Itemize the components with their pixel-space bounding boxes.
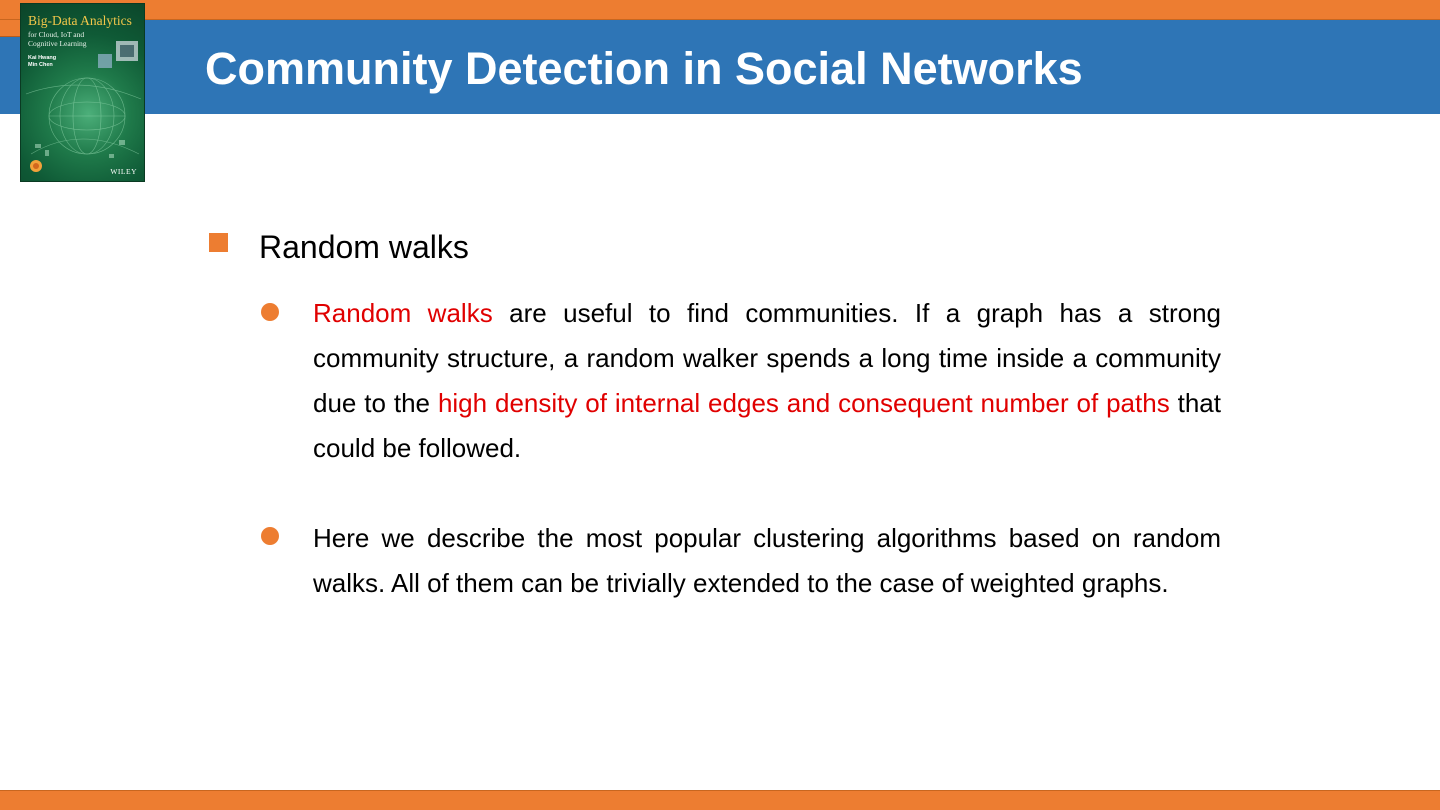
book-cover-subtitle: for Cloud, IoT and Cognitive Learning (28, 30, 87, 48)
bullet-paragraph-2: Here we describe the most popular clustering algorithms based on random walks. All of them can be trivially extended to the case of weighted graphs. (313, 523, 1221, 598)
bullet-paragraph-1 (313, 291, 1221, 471)
bullet-heading: Random walks (259, 229, 469, 265)
top-orange-stripe (0, 0, 1440, 20)
body-text: that could be followed. (313, 388, 1221, 463)
book-cover-image (21, 4, 144, 181)
book-cover-publisher: WILEY (110, 167, 137, 176)
book-cover-title: Big-Data Analytics (28, 13, 132, 28)
book-cover-author: Kai Hwang (28, 55, 57, 61)
bottom-orange-stripe (0, 790, 1440, 810)
book-cover-author: Min Chen (28, 62, 53, 68)
orange-corner-tab (0, 20, 22, 37)
round-bullet-icon (261, 303, 279, 321)
body-text: are useful to find communities. If a graph has a strong community structure, a random walker spends a long time inside a community due to the (313, 298, 1221, 418)
highlight-text: Random walks (313, 298, 493, 328)
highlight-text: high density of internal edges and consequent number of paths (437, 388, 1170, 418)
round-bullet-icon (261, 527, 279, 545)
book-cover-authors (28, 55, 68, 69)
slide-title: Community Detection in Social Networks (205, 43, 1083, 94)
square-bullet-icon (209, 233, 228, 252)
